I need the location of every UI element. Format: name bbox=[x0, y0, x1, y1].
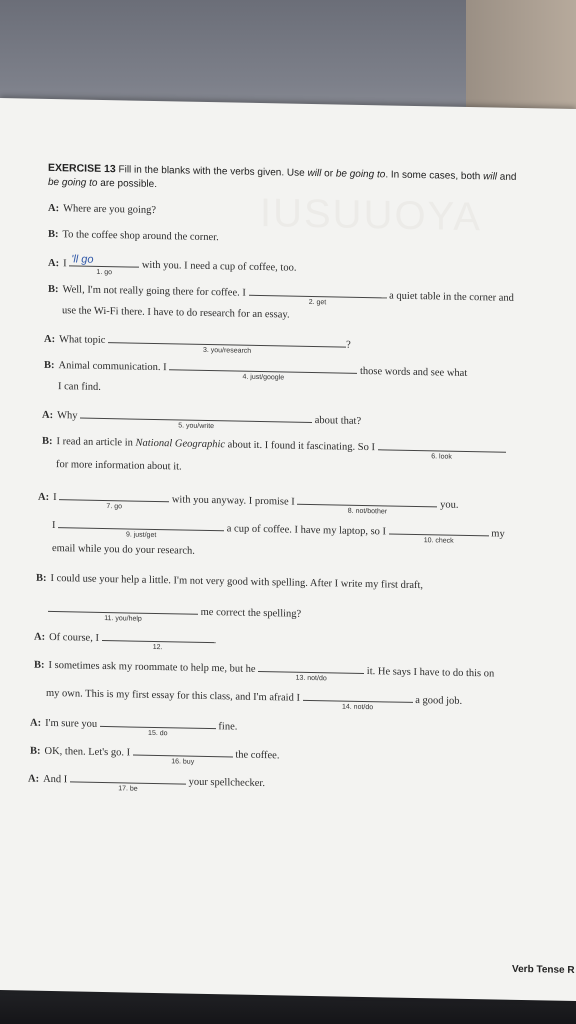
dialogue-line-7 bbox=[44, 357, 468, 382]
speaker-label: A: bbox=[48, 202, 60, 215]
speaker-label: B: bbox=[42, 435, 53, 448]
dialogue-line-10 bbox=[42, 433, 506, 461]
line-text: Well, I'm not really going there for coffee. I bbox=[62, 284, 249, 299]
dialogue-line-18 bbox=[34, 657, 495, 683]
verb-cue-6: 6. look bbox=[431, 453, 452, 461]
speaker-label: A: bbox=[38, 491, 50, 503]
instructions-part-2: . In some cases, both bbox=[385, 169, 484, 183]
line-text: with you anyway. I promise I bbox=[169, 494, 298, 508]
line-text: And I bbox=[43, 773, 70, 786]
verb-cue-16: 16. buy bbox=[171, 758, 195, 766]
instructions-be-going-to-2: be going to bbox=[48, 176, 98, 189]
line-text: What topic bbox=[59, 334, 109, 347]
dialogue-line-19 bbox=[46, 685, 463, 712]
running-footer: Verb Tense R bbox=[512, 963, 575, 977]
dialogue-line-6 bbox=[44, 331, 351, 355]
verb-cue-13: 13. not/do bbox=[295, 674, 327, 683]
blank-2[interactable] bbox=[249, 285, 387, 307]
verb-cue-10: 10. check bbox=[423, 537, 454, 545]
worksheet-page bbox=[0, 98, 576, 1001]
instructions-part-3: are possible. bbox=[97, 177, 157, 191]
blank-13[interactable] bbox=[258, 661, 364, 683]
dialogue-line-12 bbox=[38, 489, 459, 516]
background-right-object bbox=[466, 0, 576, 110]
magazine-title: National Geographic bbox=[135, 437, 226, 451]
line-text: I bbox=[53, 492, 60, 504]
dialogue-line-16 bbox=[48, 601, 302, 623]
line-text: my own. This is my first essay for this class, and I'm afraid I bbox=[46, 687, 303, 704]
line-text: a good job. bbox=[412, 694, 463, 707]
speaker-label: B: bbox=[30, 745, 41, 757]
line-text: I'm sure you bbox=[45, 717, 100, 730]
line-text: the coffee. bbox=[232, 749, 280, 762]
line-text: I can find. bbox=[58, 381, 101, 393]
speaker-label: B: bbox=[48, 228, 59, 241]
blank-4[interactable] bbox=[169, 359, 357, 382]
line-text: me correct the spelling? bbox=[198, 606, 302, 620]
line-text: my bbox=[488, 528, 505, 540]
instructions-will: will bbox=[307, 167, 322, 180]
speaker-label: A: bbox=[34, 631, 46, 643]
line-text: Of course, I bbox=[49, 631, 102, 644]
blank-17[interactable] bbox=[70, 771, 186, 793]
line-text: use the Wi-Fi there. I have to do research for an essay. bbox=[62, 305, 290, 321]
instructions-or: or bbox=[321, 168, 336, 180]
speaker-label: B: bbox=[34, 659, 45, 671]
line-text: about it. I found it fascinating. So I bbox=[225, 439, 378, 454]
verb-cue-12: 12. bbox=[152, 643, 163, 652]
line-text: ? bbox=[346, 339, 351, 351]
exercise-title bbox=[48, 161, 548, 200]
blank-7[interactable] bbox=[59, 489, 169, 511]
blank-9[interactable] bbox=[58, 517, 224, 540]
verb-cue-2: 2. get bbox=[308, 298, 327, 307]
exercise-label: EXERCISE 13 bbox=[48, 161, 116, 176]
speaker-label: A: bbox=[30, 717, 42, 729]
dialogue-line-11 bbox=[56, 459, 182, 472]
verb-cue-5: 5. you/write bbox=[178, 422, 215, 431]
verb-cue-8: 8. not/bother bbox=[347, 507, 388, 516]
dialogue-line-17 bbox=[34, 629, 217, 652]
blank-3[interactable] bbox=[108, 332, 346, 355]
speaker-label: A: bbox=[48, 257, 60, 270]
dialogue-line-14 bbox=[52, 543, 195, 557]
speaker-label: A: bbox=[42, 409, 54, 422]
verb-cue-14: 14. not/do bbox=[342, 703, 374, 712]
line-text: . bbox=[213, 635, 217, 647]
dialogue-line-5 bbox=[62, 305, 290, 320]
page-watermark: IUSUUOYA bbox=[260, 190, 482, 240]
line-text: To the coffee shop around the corner. bbox=[62, 229, 219, 244]
line-text: I read an article in bbox=[56, 436, 136, 449]
blank-5[interactable] bbox=[80, 408, 312, 431]
line-text: I could use your help a little. I'm not very good with spelling. After I write my first draft, bbox=[50, 572, 424, 592]
dialogue-line-2 bbox=[48, 229, 219, 243]
line-text: OK, then. Let's go. I bbox=[44, 745, 133, 759]
dialogue-line-8 bbox=[58, 381, 101, 393]
speaker-label: A: bbox=[44, 333, 56, 346]
line-text: Animal communication. I bbox=[58, 360, 170, 374]
line-text: about that? bbox=[312, 414, 362, 427]
line-text: Why bbox=[57, 410, 81, 422]
line-text: with you. I need a cup of coffee, too. bbox=[139, 259, 297, 274]
dialogue-line-13 bbox=[52, 517, 505, 545]
verb-cue-15: 15. do bbox=[148, 729, 168, 738]
dialogue-line-15 bbox=[36, 573, 423, 591]
dialogue-line-20 bbox=[30, 715, 238, 738]
line-text: email while you do your research. bbox=[52, 542, 195, 557]
dialogue-line-22 bbox=[28, 771, 265, 793]
speaker-label: B: bbox=[44, 359, 55, 372]
line-text: those words and see what bbox=[357, 365, 468, 379]
dialogue-line-1 bbox=[48, 203, 156, 216]
line-text: for more information about it. bbox=[56, 459, 182, 473]
blank-12[interactable] bbox=[102, 630, 214, 652]
blank-10[interactable] bbox=[389, 523, 489, 545]
line-text: I sometimes ask my roommate to help me, but he bbox=[48, 659, 259, 675]
blank-1[interactable] bbox=[69, 253, 139, 277]
dialogue-line-21 bbox=[30, 743, 280, 766]
blank-11[interactable] bbox=[48, 601, 198, 623]
line-text: I bbox=[52, 519, 59, 532]
dialogue-line-9 bbox=[42, 407, 362, 431]
blank-6[interactable] bbox=[378, 439, 506, 461]
line-text: a quiet table in the corner and bbox=[386, 290, 514, 304]
dialogue-line-3 bbox=[48, 253, 297, 277]
blank-15[interactable] bbox=[100, 716, 216, 738]
line-text: you. bbox=[437, 499, 459, 511]
verb-cue-11: 11. you/help bbox=[104, 615, 142, 623]
verb-cue-17: 17. be bbox=[118, 785, 138, 793]
instructions-be-going-to: be going to bbox=[335, 168, 386, 181]
blank-8[interactable] bbox=[297, 494, 437, 516]
verb-cue-9: 9. just/get bbox=[125, 531, 157, 540]
speaker-label: B: bbox=[48, 283, 59, 296]
instructions-part-1: Fill in the blanks with the verbs given. Use bbox=[118, 164, 308, 179]
handwritten-answer-1: 'll go bbox=[71, 253, 94, 266]
instructions-and: and bbox=[497, 171, 517, 183]
blank-16[interactable] bbox=[133, 745, 233, 766]
line-text: it. He says I have to do this on bbox=[364, 665, 495, 680]
line-text: I bbox=[63, 258, 70, 270]
speaker-label: A: bbox=[28, 773, 40, 785]
line-text: Where are you going? bbox=[63, 203, 157, 216]
verb-cue-1: 1. go bbox=[96, 268, 112, 277]
line-text: a cup of coffee. I have my laptop, so I bbox=[224, 523, 389, 538]
blank-14[interactable] bbox=[303, 690, 413, 712]
line-text: fine. bbox=[215, 721, 238, 733]
dialogue-line-4 bbox=[48, 281, 514, 307]
line-text: your spellchecker. bbox=[185, 776, 265, 790]
verb-cue-3: 3. you/research bbox=[202, 346, 252, 355]
instructions-will-2: will bbox=[483, 171, 498, 183]
verb-cue-4: 4. just/google bbox=[242, 373, 285, 382]
verb-cue-7: 7. go bbox=[106, 503, 122, 511]
speaker-label: B: bbox=[36, 572, 47, 584]
